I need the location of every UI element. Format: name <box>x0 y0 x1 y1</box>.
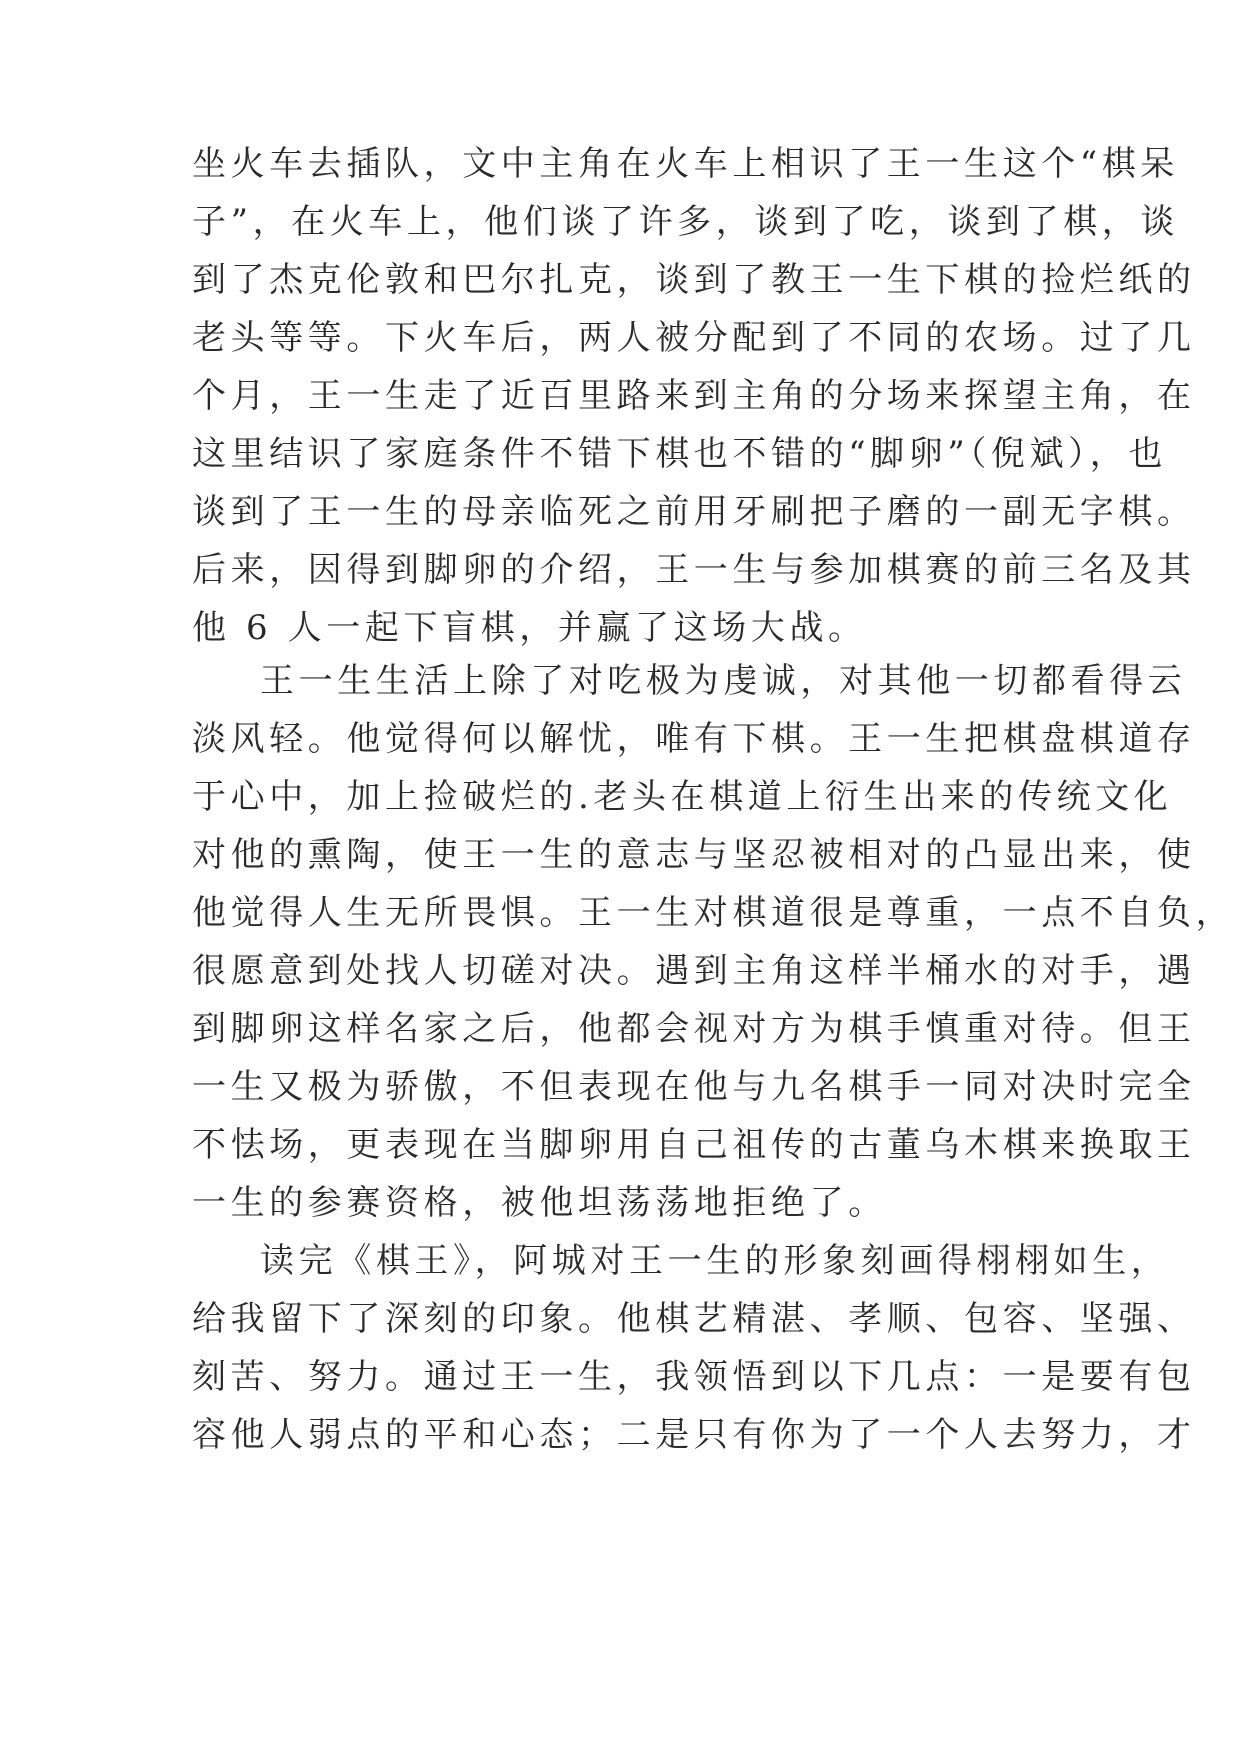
paragraph-2-line-6: 很愿意到处找人切磋对决。遇到主角这样半桶水的对手，遇 <box>192 951 1196 991</box>
paragraph-1-line-9: 他 6 人一起下盲棋，并赢了这场大战。 <box>192 608 867 648</box>
paragraph-1-line-4: 老头等等。下火车后，两人被分配到了不同的农场。过了几 <box>192 318 1196 358</box>
paragraph-2-line-8: 一生又极为骄傲，不但表现在他与九名棋手一同对决时完全 <box>192 1067 1196 1107</box>
paragraph-1-line-3: 到了杰克伦敦和巴尔扎克，谈到了教王一生下棋的捡烂纸的 <box>192 260 1196 300</box>
paragraph-2-line-2: 淡风轻。他觉得何以解忧，唯有下棋。王一生把棋盘棋道存 <box>192 719 1196 759</box>
paragraph-3-line-4: 容他人弱点的平和心态；二是只有你为了一个人去努力，才 <box>192 1415 1196 1455</box>
paragraph-2-line-5: 他觉得人生无所畏惧。王一生对棋道很是尊重，一点不自负， <box>192 893 1235 933</box>
paragraph-1-line-5: 个月，王一生走了近百里路来到主角的分场来探望主角，在 <box>192 376 1196 416</box>
paragraph-1-line-6: 这里结识了家庭条件不错下棋也不错的“脚卵”（倪斌），也 <box>192 434 1167 474</box>
paragraph-1-line-7: 谈到了王一生的母亲临死之前用牙刷把子磨的一副无字棋。 <box>192 492 1196 532</box>
paragraph-3-line-1: 读完《棋王》，阿城对王一生的形象刻画得栩栩如生， <box>260 1241 1170 1281</box>
paragraph-1-line-2: 子”，在火车上，他们谈了许多，谈到了吃，谈到了棋，谈 <box>192 202 1179 242</box>
paragraph-3-line-2: 给我留下了深刻的印象。他棋艺精湛、孝顺、包容、坚强、 <box>192 1299 1196 1339</box>
paragraph-1-line-8: 后来，因得到脚卵的介绍，王一生与参加棋赛的前三名及其 <box>192 550 1196 590</box>
paragraph-2-line-9: 不怯场，更表现在当脚卵用自己祖传的古董乌木棋来换取王 <box>192 1125 1196 1165</box>
paragraph-2-line-7: 到脚卵这样名家之后，他都会视对方为棋手慎重对待。但王 <box>192 1009 1196 1049</box>
paragraph-2-line-10: 一生的参赛资格，被他坦荡荡地拒绝了。 <box>192 1183 887 1223</box>
paragraph-2-line-3: 于心中，加上捡破烂的.老头在棋道上衍生出来的传统文化 <box>192 777 1173 817</box>
paragraph-2-line-4: 对他的熏陶，使王一生的意志与坚忍被相对的凸显出来，使 <box>192 835 1196 875</box>
paragraph-2-line-1: 王一生生活上除了对吃极为虔诚，对其他一切都看得云 <box>260 661 1187 701</box>
paragraph-3-line-3: 刻苦、努力。通过王一生，我领悟到以下几点：一是要有包 <box>192 1357 1196 1397</box>
paragraph-1-line-1: 坐火车去插队，文中主角在火车上相识了王一生这个“棋呆 <box>192 144 1179 184</box>
